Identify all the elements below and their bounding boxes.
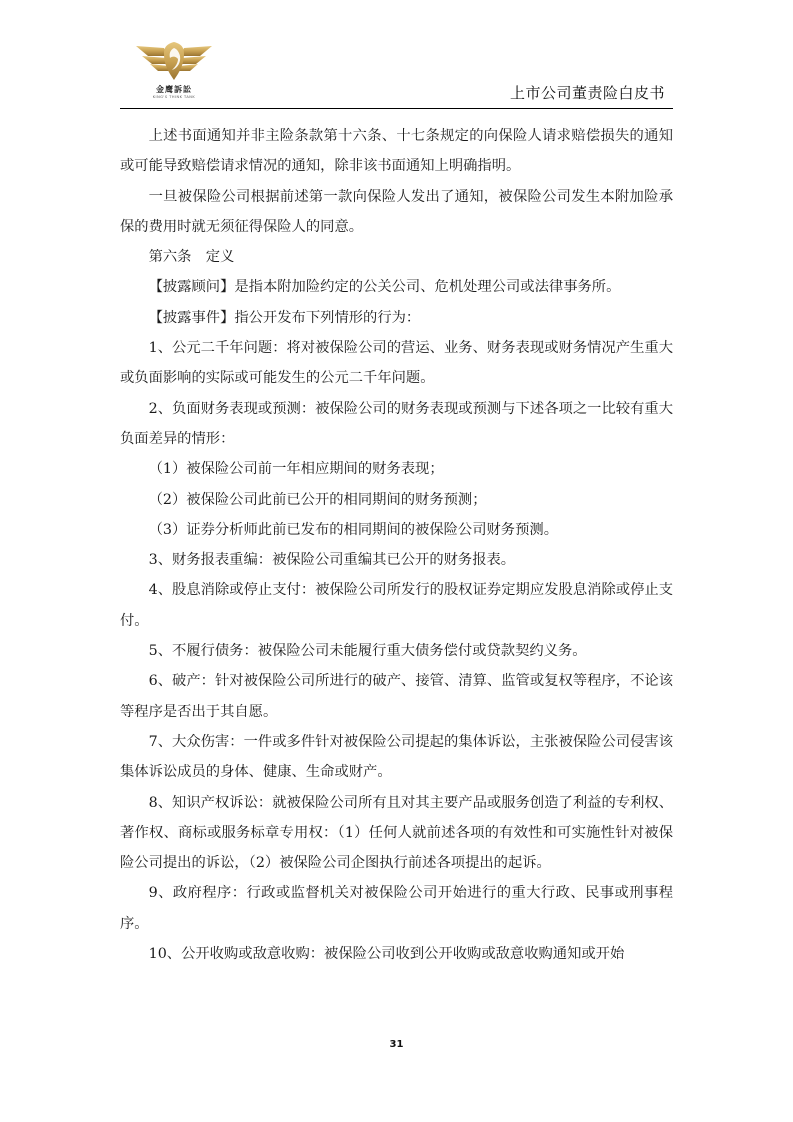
list-item: 3、财务报表重编：被保险公司重编其已公开的财务报表。 (148, 552, 516, 569)
section-heading: 第六条 定义 (148, 249, 235, 266)
list-item: 6、破产：针对被保险公司所进行的破产、接管、清算、监管或复权等程序，不论该等程序是否出于其自愿。 (120, 673, 673, 720)
list-item: 9、政府程序：行政或监督机关对被保险公司开始进行的重大行政、民事或刑事程序。 (120, 885, 673, 932)
logo-name: 金鹰訴訟 (156, 85, 192, 94)
page-number: 31 (389, 1039, 404, 1050)
list-item: 10、公开收购或敌意收购：被保险公司收到公开收购或敌意收购通知或开始 (148, 946, 625, 963)
definition-paragraph: 【披露事件】指公开发布下列情形的行为： (148, 309, 421, 326)
list-item: 2、负面财务表现或预测：被保险公司的财务表现或预测与下述各项之一比较有重大负面差异的情形： (120, 400, 673, 447)
logo (134, 36, 214, 102)
logo-subtitle: KING'S THINK TANK (152, 95, 196, 99)
list-item: 8、知识产权诉讼：就被保险公司所有且对其主要产品或服务创造了利益的专利权、著作权、商标或服务标章专用权：（1）任何人就前述各项的有效性和可实施性针对被保险公司提出的诉讼，（2）被保险公司企图执行前述各项提出的起诉。 (120, 794, 673, 872)
definition-paragraph: 【披露顾问】是指本附加险约定的公关公司、危机处理公司或法律事务所。 (148, 279, 621, 296)
list-item: 7、大众伤害：一件或多件针对被保险公司提起的集体诉讼，主张被保险公司侵害该集体诉讼成员的身体、健康、生命或财产。 (120, 733, 673, 781)
paragraph: 上述书面通知并非主险条款第十六条、十七条规定的向保险人请求赔偿损失的通知或可能导致赔偿请求情况的通知，除非该书面通知上明确指明。 (120, 128, 673, 175)
list-item: 4、股息消除或停止支付：被保险公司所发行的股权证券定期应发股息消除或停止支付。 (120, 582, 673, 629)
document-body (120, 121, 673, 969)
document-title: 上市公司董责险白皮书 (509, 84, 665, 102)
sub-list-item: （3）证券分析师此前已发布的相同期间的被保险公司财务预测。 (148, 521, 558, 538)
list-item: 1、公元二千年问题：将对被保险公司的营运、业务、财务表现或财务情况产生重大或负面影响的实际或可能发生的公元二千年问题。 (120, 340, 673, 387)
eagle-emblem-icon (134, 36, 214, 84)
list-item: 5、不履行债务：被保险公司未能履行重大债务偿付或贷款契约义务。 (148, 643, 587, 660)
page-header (0, 0, 793, 110)
header-divider (120, 108, 673, 109)
sub-list-item: （2）被保险公司此前已公开的相同期间的财务预测； (148, 491, 487, 508)
paragraph: 一旦被保险公司根据前述第一款向保险人发出了通知，被保险公司发生本附加险承保的费用时就无须征得保险人的同意。 (120, 188, 673, 235)
sub-list-item: （1）被保险公司前一年相应期间的财务表现； (148, 461, 444, 478)
